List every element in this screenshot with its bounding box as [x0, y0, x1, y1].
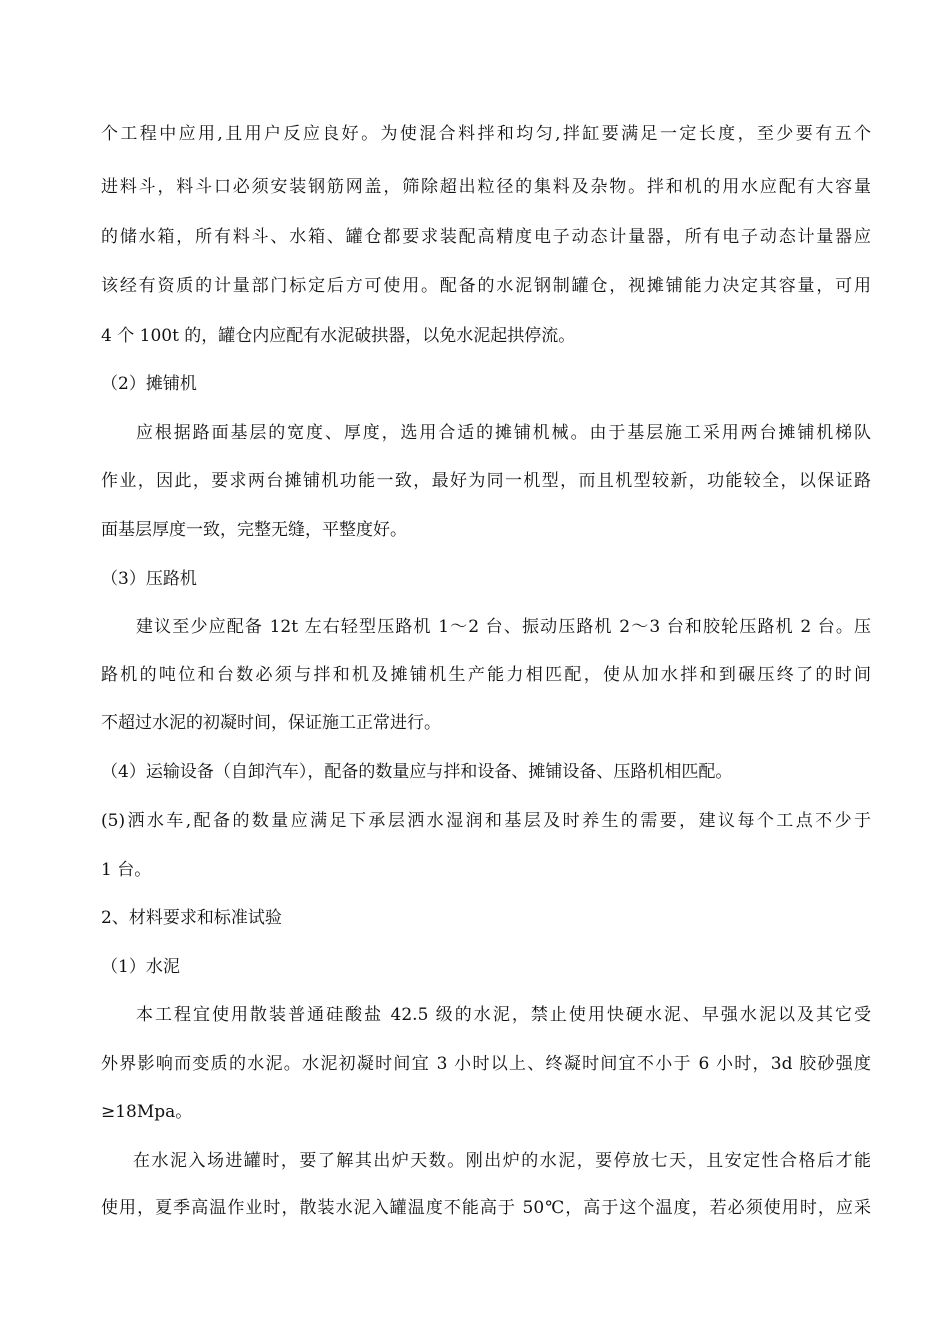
paragraph-line: 不超过水泥的初凝时间，保证施工正常进行。 — [101, 713, 441, 733]
paragraph-line: 进料斗，料斗口必须安装钢筋网盖，筛除超出粒径的集料及杂物。拌和机的用水应配有大容量 — [101, 177, 871, 197]
section-heading: （3）压路机 — [101, 569, 197, 589]
paragraph-line: ≥18Mpa。 — [101, 1102, 193, 1122]
section-heading: 2、材料要求和标准试验 — [101, 908, 282, 928]
paragraph-line: 面基层厚度一致，完整无缝，平整度好。 — [101, 520, 407, 540]
paragraph-line: 在水泥入场进罐时，要了解其出炉天数。刚出炉的水泥，要停放七天，且安定性合格后才能 — [133, 1151, 871, 1171]
paragraph-line: 本工程宜使用散装普通硅酸盐 42.5 级的水泥，禁止使用快硬水泥、早强水泥以及其它受 — [136, 1005, 871, 1025]
paragraph-line: 路机的吨位和台数必须与拌和机及摊铺机生产能力相匹配，使从加水拌和到碾压终了的时间 — [101, 665, 871, 685]
paragraph-line: 的储水箱，所有料斗、水箱、罐仓都要求装配高精度电子动态计量器，所有电子动态计量器应 — [101, 227, 871, 247]
paragraph-line: 外界影响而变质的水泥。水泥初凝时间宜 3 小时以上、终凝时间宜不小于 6 小时，3d 胶砂强度 — [101, 1054, 871, 1074]
paragraph-line: 4 个 100t 的，罐仓内应配有水泥破拱器，以免水泥起拱停流。 — [101, 326, 576, 346]
section-heading: （1）水泥 — [101, 957, 180, 977]
paragraph-line: 该经有资质的计量部门标定后方可使用。配备的水泥钢制罐仓，视摊铺能力决定其容量，可用 — [101, 276, 871, 296]
paragraph-line: 个工程中应用,且用户反应良好。为使混合料拌和均匀,拌缸要满足一定长度，至少要有五个 — [101, 124, 871, 144]
paragraph-line: 1 台。 — [101, 860, 152, 880]
paragraph-line: 应根据路面基层的宽度、厚度，选用合适的摊铺机械。由于基层施工采用两台摊铺机梯队 — [136, 423, 871, 443]
paragraph-line: 使用，夏季高温作业时，散装水泥入罐温度不能高于 50℃，高于这个温度，若必须使用时，应采 — [101, 1198, 871, 1218]
paragraph-line: 作业，因此，要求两台摊铺机功能一致，最好为同一机型，而且机型较新，功能较全，以保证路 — [101, 471, 871, 491]
paragraph-line: （4）运输设备（自卸汽车），配备的数量应与拌和设备、摊铺设备、压路机相匹配。 — [101, 762, 733, 782]
paragraph-line: (5)洒水车,配备的数量应满足下承层洒水湿润和基层及时养生的需要，建议每个工点不少于 — [101, 811, 871, 831]
paragraph-line: 建议至少应配备 12t 左右轻型压路机 1～2 台、振动压路机 2～3 台和胶轮压路机 2 台。压 — [136, 617, 871, 637]
section-heading: （2）摊铺机 — [101, 374, 197, 394]
